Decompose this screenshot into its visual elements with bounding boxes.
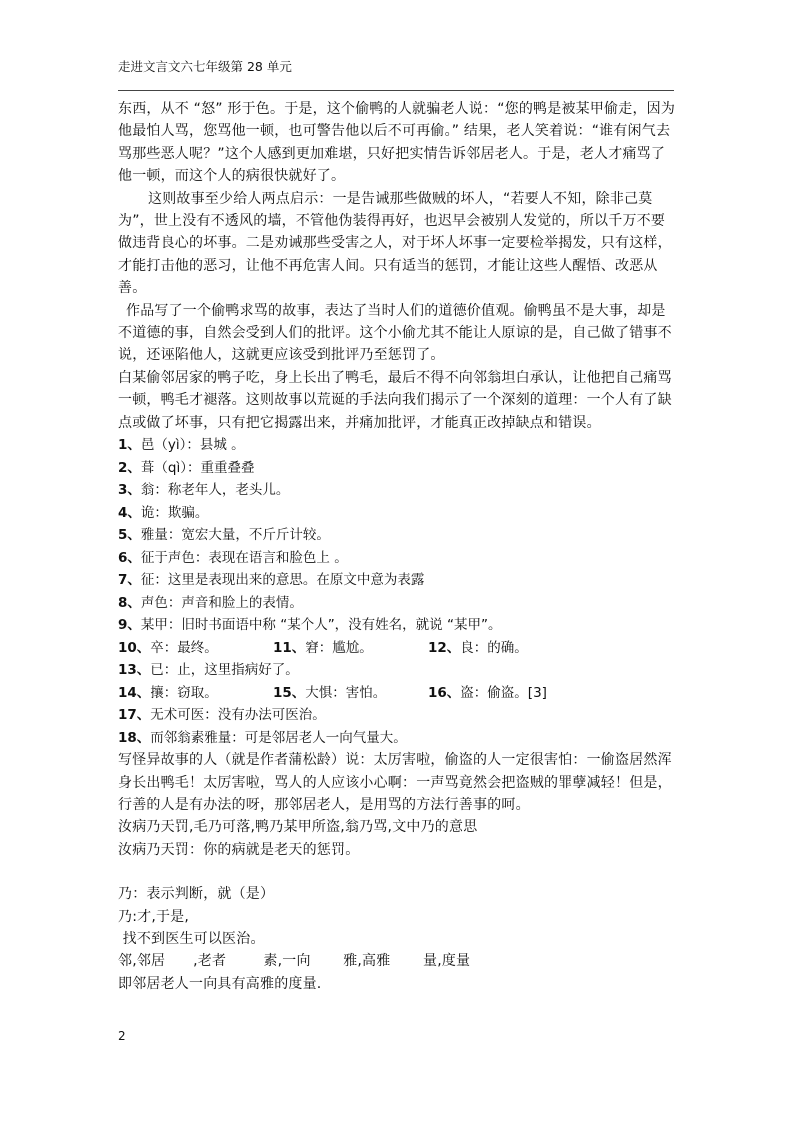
note-12: 12、良：的确。 [428, 639, 528, 656]
line-10: 找不到医生可以医治。 [118, 930, 265, 947]
page-number: 2 [118, 1029, 126, 1043]
note-14: 14、攘：窃取。 [118, 684, 218, 701]
note-15: 15、大惧：害怕。 [273, 684, 387, 701]
page-header: 走进文言文六七年级第 28 单元 [118, 59, 292, 74]
note-3: 3、翁：称老年人，老头儿。 [118, 482, 290, 499]
note-1: 1、邑（yì）：县城 。 [118, 437, 245, 454]
line-6: 汝病乃天罚,毛乃可落,鸭乃某甲所盗,翁乃骂,文中乃的意思 [118, 819, 478, 836]
paragraph-5: 写怪异故事的人（就是作者蒲松龄）说：太厉害啦，偷盗的人一定很害怕：一偷盗居然浑身长出鸭毛！太厉害啦，骂人的人应该小心啊：一声骂竟然会把盗贼的罪孽减轻！但是，行善的人是有办法的呀，那邻居老人，是用骂的方法行善事的呵。 [118, 752, 672, 813]
note-17: 17、无术可医：没有办法可医治。 [118, 707, 326, 724]
note-13: 13、已：止，这里指病好了。 [118, 662, 299, 679]
paragraph-1: 东西，从不 “怒” 形于色。于是，这个偷鸭的人就骗老人说：“您的鸭是被某甲偷走，因为他最怕人骂，您骂他一顿，也可警告他以后不可再偷。” 结果，老人笑着说：“谁有闲气去骂那些恶人呢？”这个人感到更加难堪，只好把实情告诉邻居老人。于是，老人才痛骂了他一顿，而这个人的病很快就好了。 [118, 101, 676, 185]
note-8: 8、声色：声音和脸上的表情。 [118, 594, 303, 611]
paragraph-3: 作品写了一个偷鸭求骂的故事，表达了当时人们的道德价值观。偷鸭虽不是大事，却是不道德的事，自然会受到人们的批评。这个小偷尤其不能让人原谅的是，自己做了错事不说，还诬陷他人，这就更应该受到批评乃至惩罚了。 [118, 302, 672, 364]
note-10: 10、卒：最终。 [118, 639, 218, 656]
paragraph-4: 白某偷邻居家的鸭子吃，身上长出了鸭毛，最后不得不向邻翁坦白承认，让他把自己痛骂一顿，鸭毛才褪落。这则故事以荒诞的手法向我们揭示了一个深刻的道理：一个人有了缺点或做了坏事，只有把它揭露出来，并痛加批评，才能真正改掉缺点和错误。 [118, 369, 672, 431]
note-9: 9、某甲：旧时书面语中称 “某个人”，没有姓名，就说 “某甲”。 [118, 617, 502, 634]
note-5: 5、雅量：宽宏大量，不斤斤计较。 [118, 527, 330, 544]
note-7: 7、征：这里是表现出来的意思。在原文中意为表露 [118, 572, 425, 589]
line-12: 即邻居老人一向具有高雅的度量. [118, 975, 322, 992]
note-16: 16、盗：偷盗。[3] [428, 684, 547, 701]
note-6: 6、征于声色：表现在语言和脸色上 。 [118, 549, 348, 566]
paragraph-2: 这则故事至少给人两点启示：一是告诫那些做贼的坏人，“若要人不知，除非己莫为”，世上没有不透风的墙，不管他伪装得再好，也迟早会被别人发觉的，所以千万不要做违背良心的坏事。二是劝诫那些受害之人，对于坏人坏事一定要检举揭发，只有这样，才能打击他的恶习，让他不再危害人间。只有适当的惩罚，才能让这些人醒悟、改恶从善。 [118, 190, 672, 297]
note-2: 2、葺（qì）：重重叠叠 [118, 459, 255, 476]
note-11: 11、窘：尴尬。 [273, 639, 373, 656]
header-rule [118, 90, 674, 91]
note-4: 4、诡：欺骗。 [118, 504, 209, 521]
line-8: 乃：表示判断，就（是） [118, 886, 275, 903]
note-18: 18、而邻翁素雅量：可是邻居老人一向气量大。 [118, 729, 407, 746]
line-9: 乃:才,于是, [118, 908, 190, 925]
document-body [118, 98, 678, 995]
notes-row-10-12 [118, 637, 678, 660]
line-7: 汝病乃天罚：你的病就是老天的惩罚。 [118, 841, 360, 858]
notes-row-14-16 [118, 682, 678, 705]
line-11: 邻,邻居 ,老者 素,一向 雅,高雅 量,度量 [118, 953, 471, 970]
spacer [118, 861, 678, 883]
